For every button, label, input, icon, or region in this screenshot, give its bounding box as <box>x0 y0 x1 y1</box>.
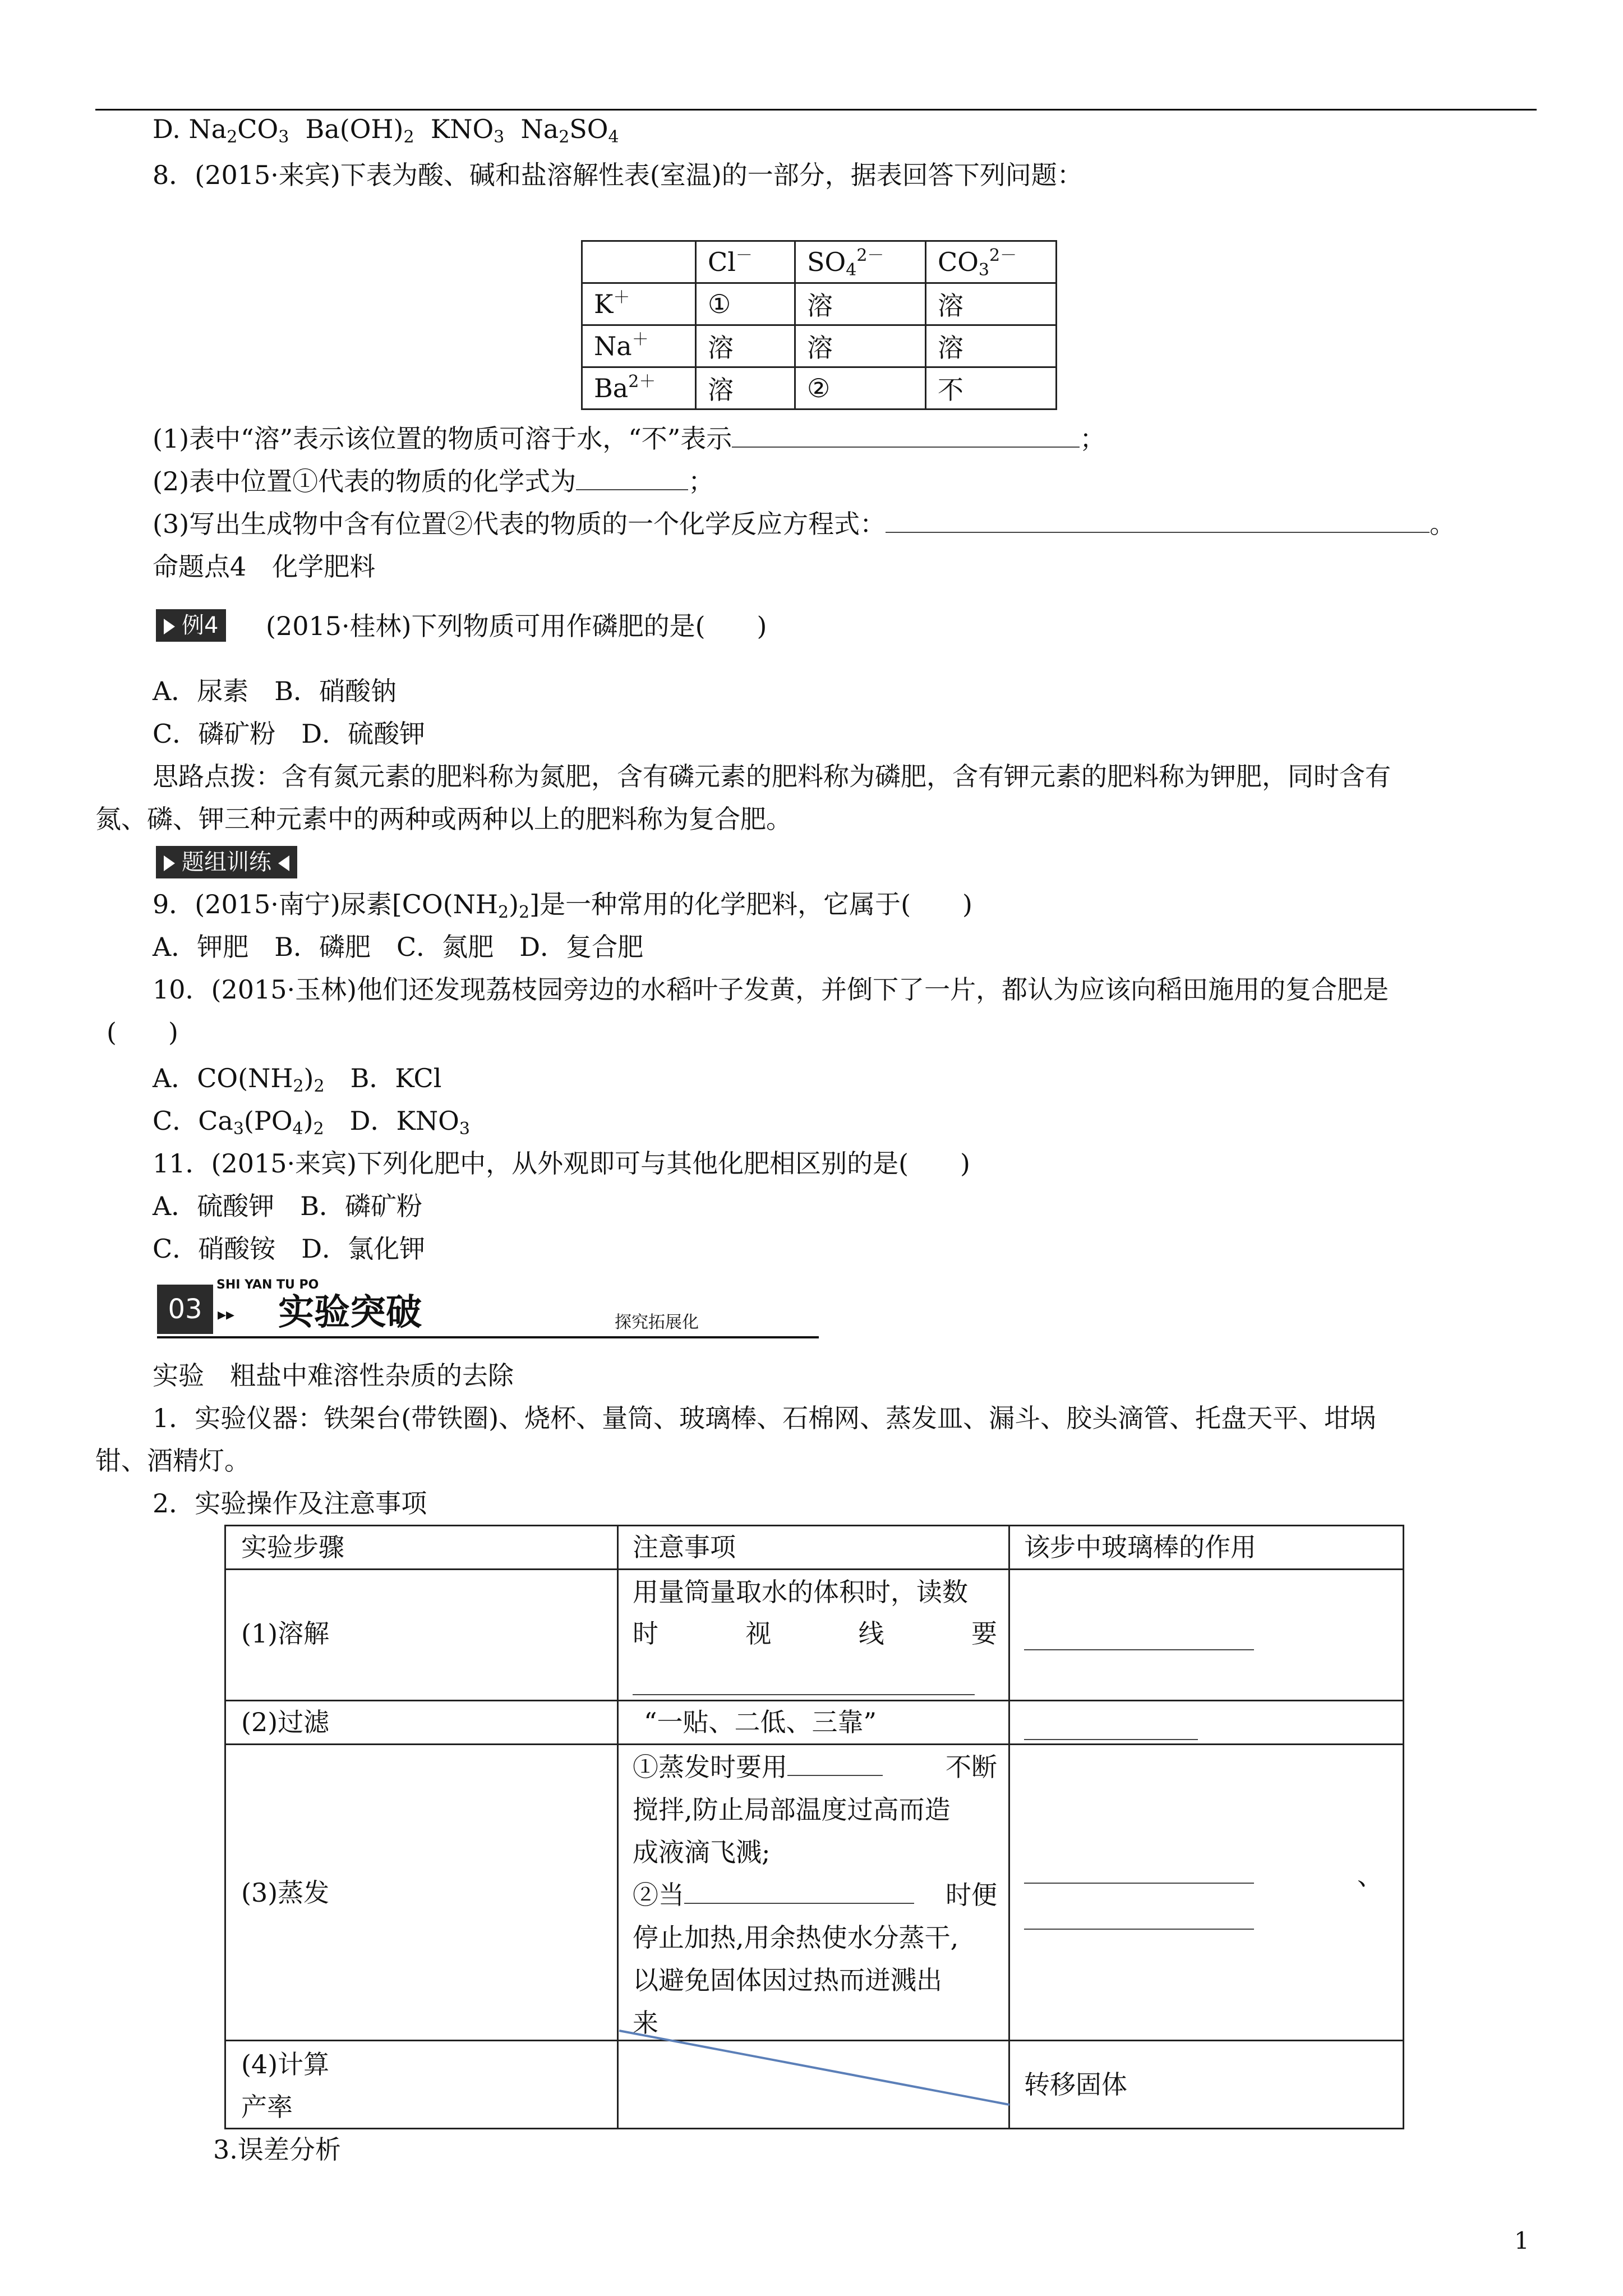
step-calc-line2: 产率 <box>241 2092 293 2122</box>
answer-blank[interactable] <box>684 1877 914 1904</box>
q11-options-ab: A．硫酸钾 B．磷矿粉 <box>153 1191 423 1221</box>
table-cell: 溶 <box>795 283 926 325</box>
stray-line <box>617 2019 1015 2120</box>
example-tag: 例4 <box>156 609 226 642</box>
table-cell: 溶 <box>696 367 795 409</box>
experiment-item2: 2．实验操作及注意事项 <box>153 1488 427 1519</box>
table-cell: K＋ <box>582 283 696 325</box>
answer-blank[interactable] <box>787 1749 883 1776</box>
separator-mark: 、 <box>1357 1861 1383 1891</box>
answer-blank[interactable] <box>1024 1906 1254 1930</box>
table-cell: 溶 <box>926 325 1057 367</box>
q8-part3: (3)写出生成物中含有位置②代表的物质的一个化学反应方程式： 。 <box>153 509 1456 539</box>
step-calc-line1: (4)计算 <box>241 2049 330 2079</box>
table-cell: ② <box>795 367 926 409</box>
example4-hint-line2: 氮、磷、钾三种元素中的两种或两种以上的肥料称为复合肥。 <box>95 804 792 834</box>
table-divider <box>224 1568 1403 1570</box>
note-line: ②当 时便 <box>633 1874 997 1916</box>
experiment-item3: 3.误差分析 <box>213 2134 341 2165</box>
section-subtitle: 探究拓展化 <box>615 1313 699 1332</box>
example4-hint-line1: 思路点拨：含有氮元素的肥料称为氮肥，含有磷元素的肥料称为磷肥，含有钾元素的肥料称为钾肥，同时含有 <box>153 761 1391 792</box>
q7-option-d: D. $Na_2CO_3$ $Ba(OH)_2$ $KNO_3$ $Na_2SO_4$ <box>153 114 619 147</box>
note-line: 以避免固体因过热而迸溅出 <box>633 1965 942 1995</box>
page-number: 1 <box>1514 2227 1529 2254</box>
answer-blank[interactable] <box>886 509 1430 533</box>
table-row <box>582 241 1057 283</box>
q8-stem: 8．(2015·来宾)下表为酸、碱和盐溶解性表(室温)的一部分，据表回答下列问题： <box>153 160 1083 190</box>
table-row <box>582 325 1057 367</box>
solubility-table <box>581 240 1057 410</box>
example4-options-cd: C．磷矿粉 D．硫酸钾 <box>153 719 426 749</box>
table-cell: 溶 <box>795 325 926 367</box>
q10-stem-line2: ( ) <box>107 1017 178 1047</box>
section-number: 03 <box>157 1285 213 1334</box>
header-rule <box>95 109 1537 111</box>
table-header: 注意事项 <box>633 1532 736 1562</box>
q8-part2: (2)表中位置①代表的物质的化学式为 ； <box>153 466 714 496</box>
q11-options-cd: C．硝酸铵 D．氯化钾 <box>153 1234 426 1264</box>
q9-stem: 9．(2015·南宁)尿素$[CO(NH_2)_2]$是一种常用的化学肥料，它属于( ) <box>153 889 972 922</box>
step-filter: (2)过滤 <box>241 1707 330 1737</box>
table-cell: $Ba^{2+}$ <box>582 367 696 409</box>
example4-stem: (2015·桂林)下列物质可用作磷肥的是( ) <box>266 611 767 641</box>
table-row <box>582 283 1057 325</box>
note-line: “一贴、二低、三靠” <box>644 1707 877 1737</box>
q9-options: A．钾肥 B．磷肥 C．氮肥 D．复合肥 <box>153 932 644 962</box>
section-title: 实验突破 <box>278 1292 422 1333</box>
q10-stem-line1: 10．(2015·玉林)他们还发现荔枝园旁边的水稻叶子发黄，并倒下了一片，都认为应该向稻田施用的复合肥是 <box>153 974 1389 1005</box>
table-header: 实验步骤 <box>241 1532 344 1562</box>
note-line: 时 视 线 要 <box>633 1618 997 1649</box>
note-line: 停止加热,用余热使水分蒸干, <box>633 1922 959 1953</box>
play-icon <box>164 855 175 871</box>
experiment-item1-line1: 1．实验仪器：铁架台(带铁圈)、烧杯、量筒、玻璃棒、石棉网、蒸发皿、漏斗、胶头滴管、托盘天平、坩埚 <box>153 1403 1376 1433</box>
answer-blank[interactable] <box>633 1672 975 1695</box>
section-pinyin: SHI YAN TU PO <box>216 1278 319 1292</box>
q10-options-cd: C．$Ca_3(PO_4)_2$ D．$KNO_3$ <box>153 1106 470 1139</box>
double-arrow-icon: ▸▸ <box>218 1305 235 1324</box>
answer-blank[interactable] <box>1024 1860 1254 1884</box>
table-row <box>582 367 1057 409</box>
answer-blank[interactable] <box>1024 1627 1254 1650</box>
role-transfer: 转移固体 <box>1024 2069 1127 2100</box>
table-divider <box>224 1743 1403 1745</box>
example4-options-ab: A．尿素 B．硝酸钠 <box>153 676 397 706</box>
note-line: 成液滴飞溅; <box>633 1837 771 1867</box>
q11-stem: 11．(2015·来宾)下列化肥中，从外观即可与其他化肥相区别的是( ) <box>153 1148 971 1179</box>
step-evaporate: (3)蒸发 <box>241 1878 330 1908</box>
experiment-title: 实验 粗盐中难溶性杂质的去除 <box>153 1360 514 1391</box>
table-cell: 溶 <box>926 283 1057 325</box>
note-line: 来 <box>633 2008 658 2038</box>
note-line: 搅拌,防止局部温度过高而造 <box>633 1795 951 1825</box>
note-line: ①蒸发时要用 不断 <box>633 1746 997 1788</box>
table-cell: Cl－ <box>696 241 795 283</box>
q8-part1: (1)表中“溶”表示该位置的物质可溶于水，“不”表示 ； <box>153 424 1106 454</box>
table-cell: ① <box>696 283 795 325</box>
q10-options-ab: A．$CO(NH_2)_2$ B．KCl <box>153 1063 442 1096</box>
table-header: 该步中玻璃棒的作用 <box>1024 1532 1256 1562</box>
experiment-item1-line2: 钳、酒精灯。 <box>95 1446 250 1476</box>
table-cell: Na＋ <box>582 325 696 367</box>
point4-title: 命题点4 化学肥料 <box>153 551 376 582</box>
answer-blank[interactable] <box>576 467 688 490</box>
step-dissolve: (1)溶解 <box>241 1618 330 1649</box>
play-icon <box>164 619 175 634</box>
reverse-play-icon <box>278 855 289 871</box>
table-cell: $SO_4^{2-}$ <box>795 241 926 283</box>
table-cell: 溶 <box>696 325 795 367</box>
drill-tag: 题组训练 <box>156 846 297 878</box>
table-cell: 不 <box>926 367 1057 409</box>
section-rule <box>157 1336 819 1338</box>
table-cell <box>582 241 696 283</box>
note-line: 用量筒量取水的体积时，读数 <box>633 1577 968 1607</box>
answer-blank[interactable] <box>1024 1717 1198 1740</box>
answer-blank[interactable] <box>732 424 1080 448</box>
table-cell: $CO_3^{2-}$ <box>926 241 1057 283</box>
